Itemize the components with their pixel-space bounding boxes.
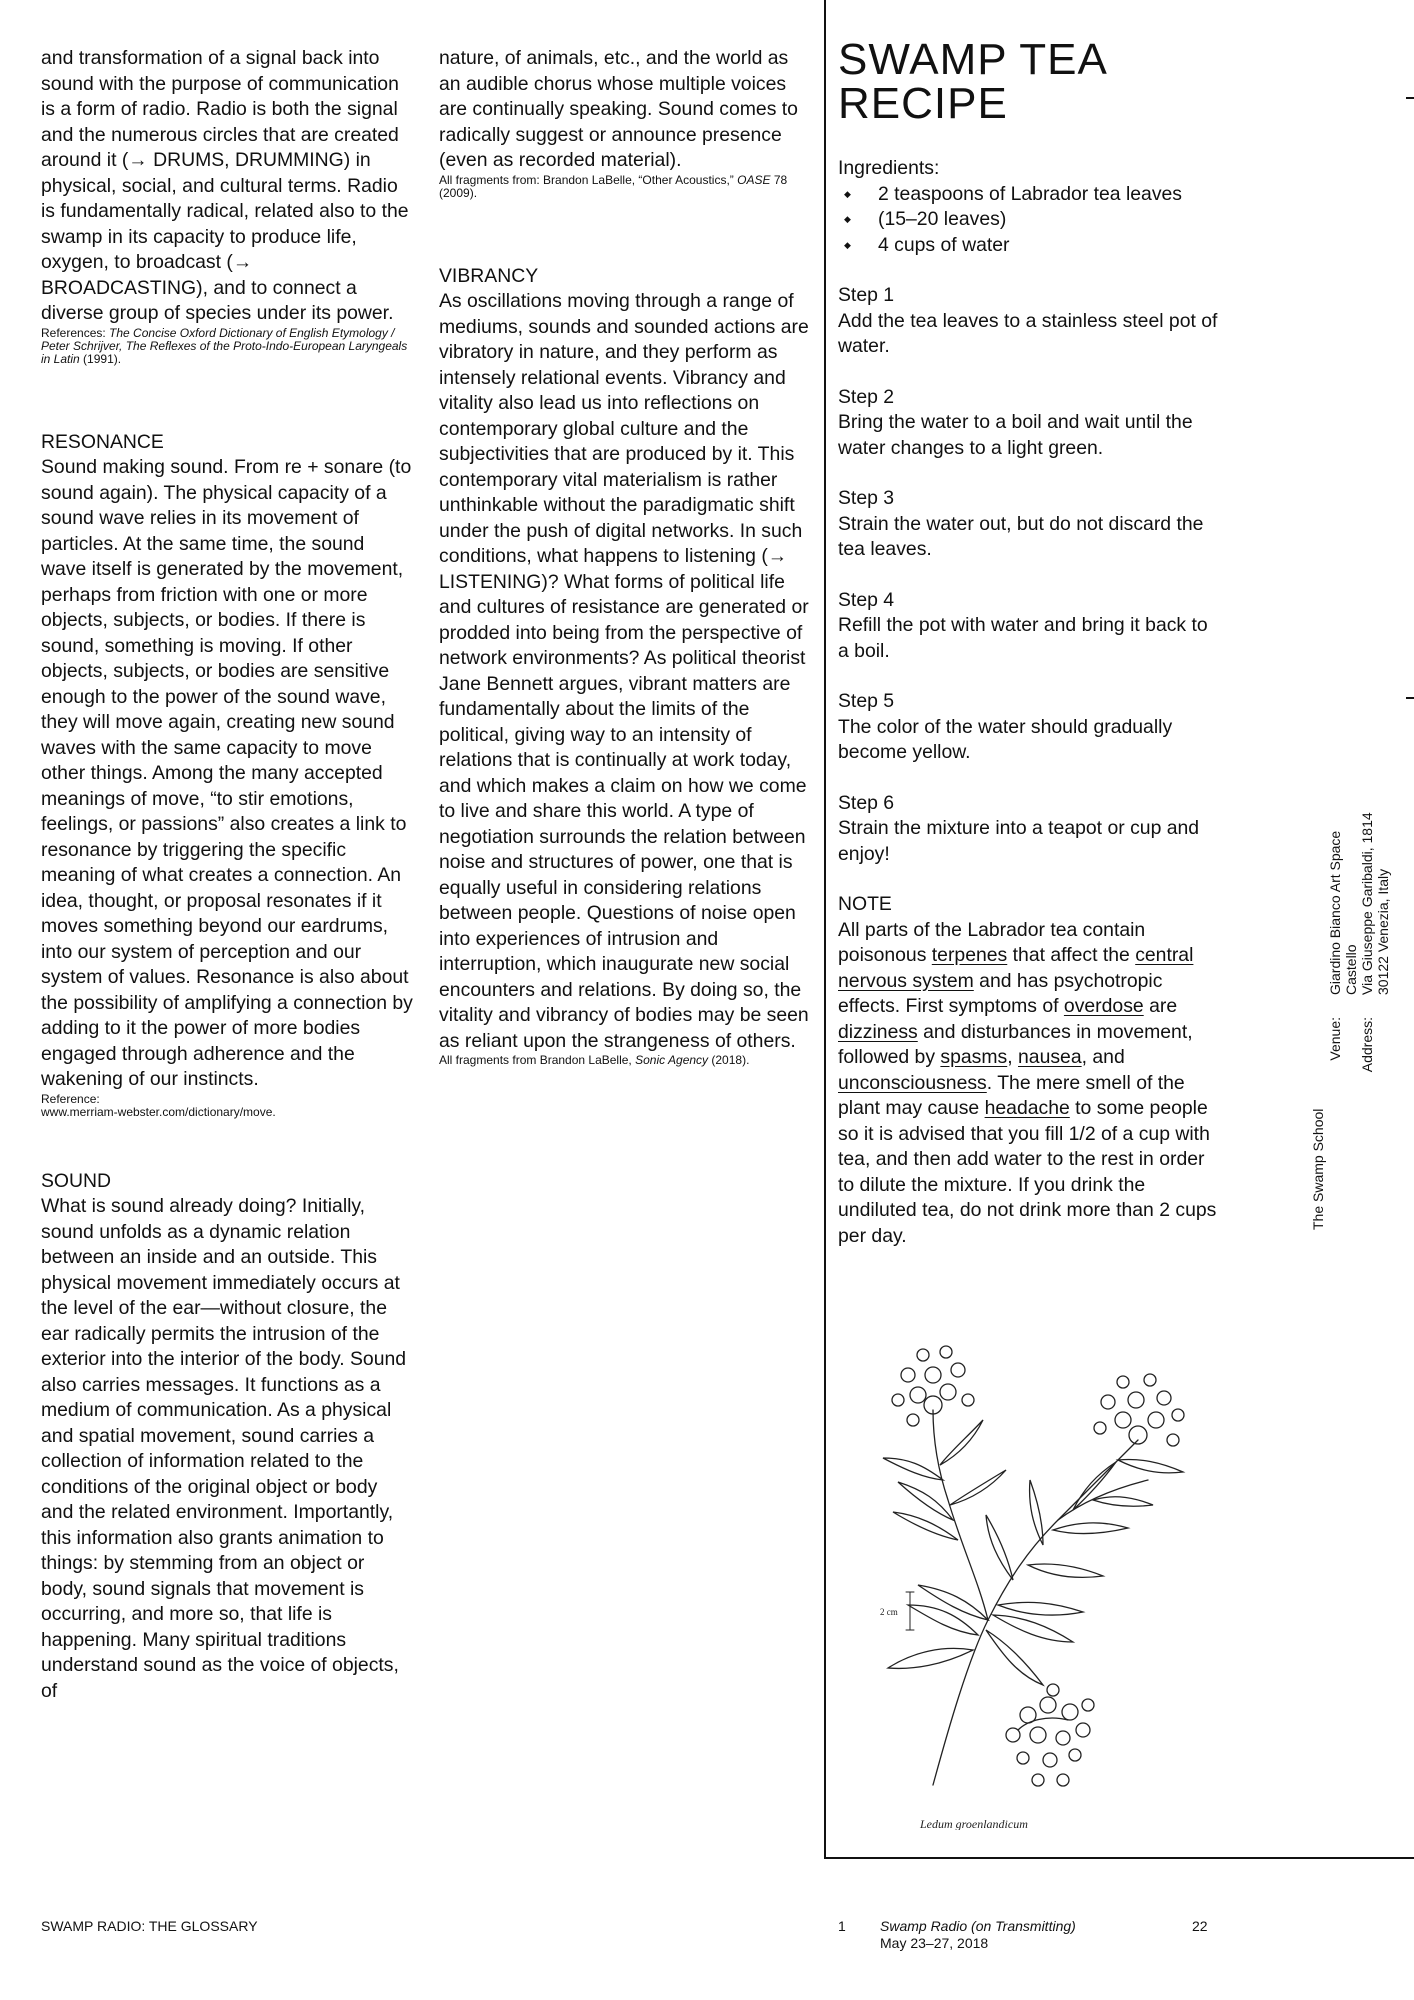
footer-page-number-left: 1 (838, 1918, 846, 1934)
ref-text: All fragments from Brandon LaBelle, (439, 1053, 632, 1067)
margin-tick (1406, 697, 1414, 699)
note (838, 892, 1218, 1249)
sidebar-school: The Swamp School (1310, 1108, 1326, 1230)
margin-tick (1406, 97, 1414, 99)
note-term-spasms: spasms (940, 1046, 1008, 1068)
address-line: Via Giuseppe Garibaldi, 1814 (1359, 812, 1375, 995)
note-term-nausea: nausea (1018, 1046, 1082, 1068)
step-text: Strain the water out, but do not discard the tea leaves. (838, 512, 1204, 560)
resonance-heading: RESONANCE (41, 430, 164, 453)
sound-heading: SOUND (41, 1169, 112, 1192)
step-label: Step 3 (838, 487, 895, 509)
column-2 (439, 46, 811, 1067)
branch-stem (1058, 1480, 1148, 1520)
step-5 (838, 689, 1218, 766)
step-label: Step 1 (838, 284, 895, 306)
horizontal-rule (824, 1857, 1414, 1859)
address-line: 30122 Venezia, Italy (1375, 868, 1391, 995)
step-text: Bring the water to a boil and wait until the water changes to a light green. (838, 411, 1193, 459)
note-term-terpenes: terpenes (931, 944, 1008, 966)
note-term-cns: central nervous system (838, 944, 1194, 992)
illustration-caption: Ledum groenlandicum (920, 1817, 1028, 1830)
ref-title-2: The Reflexes of the Proto-Indo-European Laryngeals in Latin (41, 338, 408, 366)
note-term-dizziness: dizziness (838, 1020, 918, 1043)
note-text: All parts of the Labrador tea contain poisonous terpenes that affect the central nervous system and has psychotropic effects. First symptoms of overdose are dizziness and disturbances in movement, followed by spasms, nausea, and unconsciousness. The mere smell of the plant may cause headache to some people so it is advised that you fill 1/2 of a cup with tea, and then add water to the rest in order to dilute the mixture. If you drink the undiluted tea, do not drink more than 2 cups per day. (838, 918, 1217, 1247)
vibrancy-heading: VIBRANCY (439, 264, 539, 287)
recipe-title-line-2: RECIPE (838, 79, 1008, 128)
step-6 (838, 791, 1218, 868)
ref-title-1: The Concise Oxford Dictionary of English Etymology / Peter Schrijver, (41, 325, 395, 353)
footer-event-dates: May 23–27, 2018 (880, 1935, 989, 1951)
ref-year: (1991). (83, 351, 122, 366)
sound-reference (439, 174, 811, 200)
step-label: Step 4 (838, 588, 895, 611)
ingredients-list (838, 182, 1218, 259)
note-term-overdose: overdose (1063, 995, 1144, 1017)
vertical-rule (824, 0, 826, 1858)
recipe-column (838, 35, 1218, 1249)
vibrancy-reference (439, 1054, 811, 1067)
step-text: Refill the pot with water and bring it back to a boil. (838, 614, 1208, 662)
scale-label: 2 cm (880, 1607, 898, 1617)
recipe-title (838, 35, 1218, 128)
step-4 (838, 588, 1218, 665)
ref-text: All fragments from: Brandon LaBelle, “Other Acoustics,” (439, 172, 734, 187)
sidebar-venue-address (1327, 812, 1391, 1075)
main-stem (933, 1440, 1138, 1785)
column-1 (41, 46, 413, 1704)
radio-references (41, 327, 413, 366)
step-text: Add the tea leaves to a stainless steel pot of water. (838, 309, 1218, 357)
leaves (883, 1420, 1183, 1685)
ref-label: References: (41, 325, 106, 340)
ref-issue: 78 (2009). (439, 172, 788, 200)
ref-label: Reference: (41, 1091, 100, 1106)
note-label: NOTE (838, 893, 892, 915)
step-3 (838, 486, 1218, 563)
step-2 (838, 385, 1218, 462)
footer-publication-title: SWAMP RADIO: THE GLOSSARY (41, 1918, 258, 1934)
footer-event-title: Swamp Radio (on Transmitting) (880, 1918, 1076, 1934)
step-text: Strain the mixture into a teapot or cup and enjoy! (838, 817, 1200, 865)
venue-label: Venue: (1327, 1017, 1343, 1061)
venue-line: Giardino Bianco Art Space (1327, 830, 1343, 995)
step-label: Step 2 (838, 385, 895, 408)
sound-continuation-text: nature, of animals, etc., and the world as an audible chorus whose multiple voices are continually speaking. Sound comes to radically suggest or announce presence (even as recorded material). (439, 47, 798, 171)
resonance-reference (41, 1093, 413, 1119)
flower-cluster-top-right (1094, 1374, 1184, 1446)
flower-cluster-bottom (1006, 1684, 1094, 1786)
vibrancy-text: As oscillations moving through a range of mediums, sounds and sounded actions are vibratory in nature, and they perform as intensely relational events. Vibrancy and vitality also lead us into reflections on contemporary global culture and the subjectivities that are produced by it. This contemporary vital materialism is rather unthinkable without the paradigmatic shift under the push of digital networks. In such conditions, what happens to listening (→ LISTENING)? What forms of political life and cultures of resistance are generated or prodded into being from the perspective of network environments? As political theorist Jane Bennett argues, vibrant matters are fundamentally about the limits of the political, giving way to an intensity of relations that is continually at work today, and which makes a claim on how we come to live and share this world. A type of negotiation surrounds the relation between noise and structures of power, one that is equally useful in considering relations between people. Questions of noise open into experiences of intrusion and interruption, which inaugurate new social encounters and relations. By doing so, the vitality and vibrancy of bodies may be seen as reliant upon the strangeness of others. (439, 290, 809, 1052)
step-label: Step 6 (838, 791, 895, 814)
ingredient-item: ◆ (15–20 leaves) (838, 207, 1218, 233)
ref-journal: OASE (737, 172, 771, 187)
ref-url: www.merriam-webster.com/dictionary/move. (41, 1104, 276, 1119)
step-1 (838, 283, 1218, 360)
address-label: Address: (1359, 1017, 1375, 1073)
footer-page-number-right: 22 (1192, 1918, 1208, 1934)
flower-cluster-top-left (892, 1346, 974, 1426)
footer-event (880, 1918, 1076, 1952)
ingredients-label: Ingredients: (838, 157, 940, 179)
step-label: Step 5 (838, 690, 895, 712)
sound-text: What is sound already doing? Initially, sound unfolds as a dynamic relation between an inside and an outside. This physical movement immediately occurs at the level of the ear—without closure, the ear radically permits the intrusion of the exterior into the interior of the body. Sound also carries messages. It functions as a medium of communication. As a physical and spatial movement, sound carries a collection of information related to the conditions of the original object or body and the related environment. Importantly, this information also grants animation to things: by stemming from an object or body, sound signals that movement is occurring, and more so, that life is happening. Many spiritual traditions understand sound as the voice of objects, of (41, 1195, 407, 1702)
labrador-tea-illustration (838, 1330, 1218, 1830)
recipe-title-line-1: SWAMP TEA (838, 35, 1108, 84)
radio-continuation-text: and transformation of a signal back into sound with the purpose of communication is a form of radio. Radio is both the signal and the numerous circles that are created around it (→ DRUMS, DRUMMING) in physical, social, and cultural terms. Radio is fundamentally radical, related also to the swamp in its capacity to produce life, oxygen, to broadcast (→ BROADCASTING), and to connect a diverse group of species under its power. (41, 47, 409, 324)
ref-book: Sonic Agency (635, 1053, 709, 1067)
venue-line: Castello (1343, 944, 1359, 995)
ingredient-item: ◆ 4 cups of water (838, 233, 1218, 259)
note-term-unconsciousness: unconsciousness (838, 1071, 987, 1094)
note-term-headache: headache (984, 1097, 1070, 1119)
step-text: The color of the water should gradually become yellow. (838, 715, 1173, 763)
ingredient-item: ◆ 2 teaspoons of Labrador tea leaves (838, 182, 1218, 208)
ref-year: (2018). (711, 1053, 750, 1067)
resonance-text: Sound making sound. From re + sonare (to sound again). The physical capacity of a sound wave relies in its movement of particles. At the same time, the sound wave itself is generated by the movement, perhaps from friction with one or more objects, subjects, or bodies. If there is sound, something is moving. If other objects, subjects, or bodies are sensitive enough to the power of the sound wave, they will move again, creating new sound waves with the same capacity to move other things. Among the many accepted meanings of move, “to stir emotions, feelings, or passions” also creates a link to resonance by triggering the specific meaning of what creates a connection. An idea, thought, or proposal resonates if it moves something beyond our eardrums, into our system of perception and our system of values. Resonance is also about the possibility of amplifying a connection by adding to it the power of more bodies engaged through adherence and the wakening of our instincts. (41, 456, 413, 1090)
